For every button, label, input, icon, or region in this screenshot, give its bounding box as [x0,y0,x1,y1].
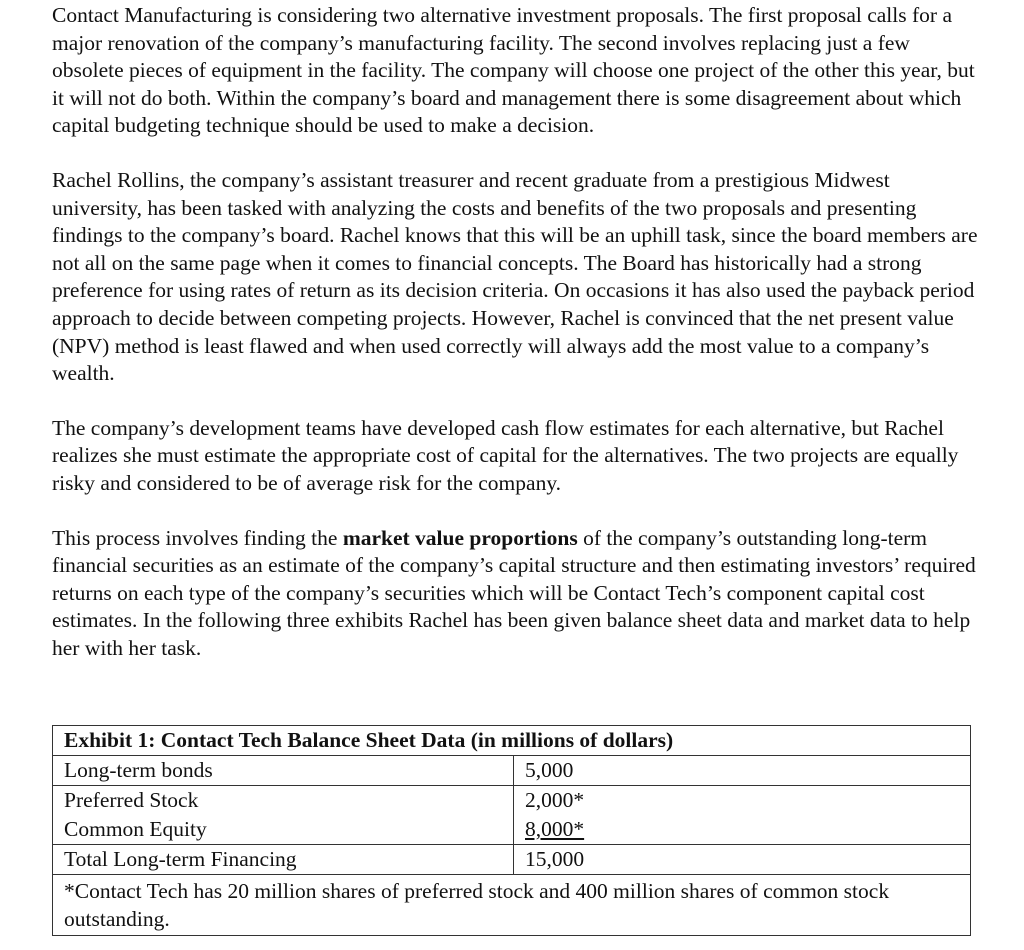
paragraph-text: Contact Manufacturing is considering two alternative investment proposals. The first proposal calls for a major renovation of the company’s manufacturing facility. The second involves replacing just a few obsolete pieces of equipment in the facility. The company will choose one project of the other this year, but it will not do both. Within the company’s board and management there is some disagreement about which capital budgeting technique should be used to make a decision. [52,3,975,138]
paragraph-text: The company’s development teams have developed cash flow estimates for each alternative, but Rachel realizes she must estimate the appropriate cost of capital for the alternatives. The two projects are equally risky and considered to be of average risk for the company. [52,415,959,495]
exhibit-footnote: *Contact Tech has 20 million shares of preferred stock and 400 million shares of common stock outstanding. [53,875,971,936]
paragraph-process [52,525,982,663]
exhibit-title-row [53,726,971,756]
row-value: 2,000* [514,786,971,816]
document-body [52,2,982,689]
table-row [53,845,971,875]
row-value: 15,000 [514,845,971,875]
table-row [53,815,971,845]
row-value: 5,000 [514,756,971,786]
table-row [53,786,971,816]
row-label: Common Equity [53,815,514,845]
row-value: 8,000* [514,815,971,845]
table-row [53,756,971,786]
row-label: Total Long-term Financing [53,845,514,875]
paragraph-bold-term: market value proportions [342,525,578,550]
exhibit-title: Exhibit 1: Contact Tech Balance Sheet Data (in millions of dollars) [53,726,971,756]
exhibit-note-row [53,875,971,936]
row-label: Preferred Stock [53,786,514,816]
paragraph-rachel [52,167,982,388]
paragraph-cost-of-capital [52,415,982,498]
exhibit-1-table [52,725,971,936]
paragraph-text: Rachel Rollins, the company’s assistant treasurer and recent graduate from a prestigious Midwest university, has been tasked with analyzing the costs and benefits of the two proposals and presenting findings to the company’s board. Rachel knows that this will be an uphill task, since the board members are not all on the same page when it comes to financial concepts. The Board has historically had a strong preference for using rates of return as its decision criteria. On occasions it has also used the payback period approach to decide between competing projects. However, Rachel is convinced that the net present value (NPV) method is least flawed and when used correctly will always add the most value to a company’s wealth. [52,167,978,386]
paragraph-text: This process involves finding the [52,525,343,550]
paragraph-intro [52,2,982,140]
row-label: Long-term bonds [53,756,514,786]
paragraph-text: of the company’s outstanding long-term financial securities as an estimate of the company’s capital structure and then estimating investors’ required returns on each type of the company’s securities which will be Contact Tech’s component capital cost estimates. In the following three exhibits Rachel has been given balance sheet data and market data to help her with her task. [52,525,976,660]
